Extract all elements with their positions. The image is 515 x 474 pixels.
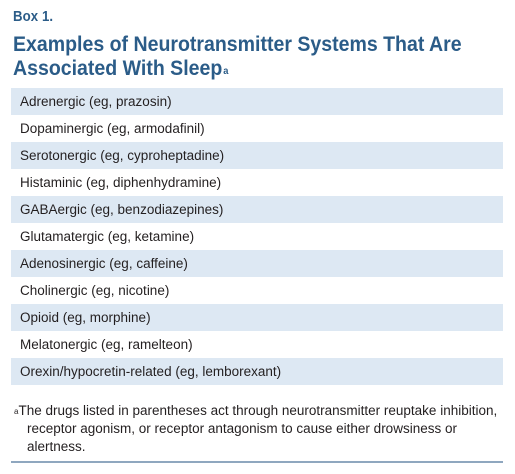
list-item: Serotonergic (eg, cyproheptadine) <box>11 142 503 169</box>
footnote <box>14 402 506 456</box>
box-title-footnote-marker: a <box>223 66 229 77</box>
list-item: Glutamatergic (eg, ketamine) <box>20 229 195 244</box>
list-item: GABAergic (eg, benzodiazepines) <box>11 196 503 223</box>
box-label: Box 1. <box>13 8 54 25</box>
footnote-line-2: receptor agonism, or receptor antagonism to cause either drowsiness or <box>27 421 457 436</box>
list-item: Dopaminergic (eg, armodafinil) <box>20 121 205 136</box>
list-item: Melatonergic (eg, ramelteon) <box>20 337 193 352</box>
bottom-rule <box>11 461 503 463</box>
footnote-line-3: alertness. <box>27 439 86 454</box>
footnote-marker: a <box>14 407 19 416</box>
footnote-line-1: The drugs listed in parentheses act through neurotransmitter reuptake inhibition, <box>18 403 498 418</box>
box-title <box>13 33 506 81</box>
list-item: Opioid (eg, morphine) <box>11 304 503 331</box>
box-container <box>11 6 503 385</box>
list-item: Orexin/hypocretin-related (eg, lemborexant) <box>11 358 503 385</box>
box-title-text: Examples of Neurotransmitter Systems That Are Associated With Sleep <box>13 33 462 80</box>
list-item: Histaminic (eg, diphenhydramine) <box>20 175 222 190</box>
list-item: Cholinergic (eg, nicotine) <box>20 283 170 298</box>
neurotransmitter-list <box>11 88 503 385</box>
list-item: Adenosinergic (eg, caffeine) <box>11 250 503 277</box>
list-item: Adrenergic (eg, prazosin) <box>11 88 503 115</box>
